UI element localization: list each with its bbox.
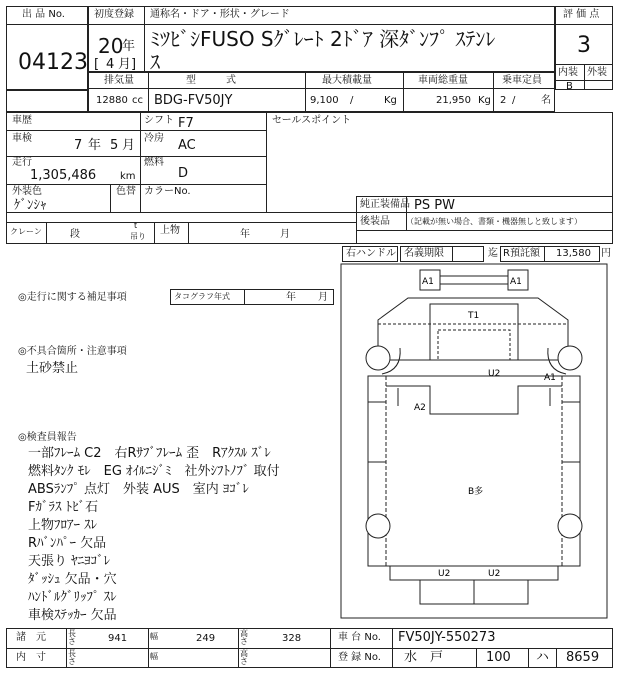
gross-label: 車両総重量 — [418, 75, 468, 86]
report-line: ABSﾗﾝﾌﾟ 点灯 外装 AUS 室内 ﾖｺﾞﾚ — [28, 482, 249, 497]
front-right-wheel — [558, 346, 582, 370]
month-value: 4 — [106, 57, 115, 72]
load-slash: / — [350, 95, 354, 106]
lot-label: 出 品 No. — [22, 9, 65, 20]
mark-u2-rear-right: U2 — [488, 569, 501, 579]
disp-label: 排気量 — [104, 75, 134, 86]
cab-outline — [378, 298, 568, 360]
disp-value: 12880 — [96, 95, 128, 106]
joubutsu-label: 上物 — [160, 225, 180, 236]
sales-point-label: セールスポイント — [272, 115, 352, 126]
r-odo-label: R預託額 — [503, 248, 540, 259]
chassis-value: FV50JY-550273 — [398, 630, 496, 645]
mark-a1-right-mirror: A1 — [510, 277, 522, 287]
reg-place: 水 戸 — [404, 650, 444, 665]
interior-label: 内装 — [558, 67, 578, 78]
name-label: 通称名・ドア・形状・グレード — [150, 9, 290, 20]
report-line: 天張り ﾔﾆﾖｺﾞﾚ — [28, 554, 111, 569]
equip-label: 純正装備品 — [360, 199, 410, 210]
report-line: 燃料ﾀﾝｸ ﾓﾚ EG ｵｲﾙﾆｼﾞﾐ 社外ｼﾌﾄﾉﾌﾞ 取付 — [28, 464, 280, 479]
report-line: ﾀﾞｯｼｭ 欠品・穴 — [28, 572, 117, 587]
chassis-label: 車 台 No. — [338, 632, 381, 643]
history-label: 車歴 — [12, 115, 32, 126]
steering: 右ハンドル — [346, 248, 396, 259]
accessory-note: （記載が無い場合、書類・機器無しと致します） — [406, 217, 582, 226]
rear-right-wheel — [558, 514, 582, 538]
fuel-value: D — [178, 166, 189, 181]
tacho-year-label: タコグラフ年式 — [174, 292, 230, 301]
mileage-value: 1,305,486 — [30, 168, 97, 183]
cap-value: 2 — [500, 95, 507, 106]
inspector-title: ◎検査員報告 — [18, 432, 77, 443]
in-len-label: 長さ — [68, 649, 76, 666]
grade-label: 評 価 点 — [563, 9, 600, 20]
reg-number: 8659 — [566, 650, 600, 665]
crane-dan: 段 — [70, 229, 80, 240]
report-line: Rﾊﾞﾝﾊﾟｰ 欠品 — [28, 536, 107, 551]
report-line: 車検ｽﾃｯｶｰ 欠品 — [28, 608, 117, 623]
report-line: ﾊﾝﾄﾞﾙｸﾞﾘｯﾌﾟ ｽﾚ — [28, 590, 117, 605]
spec-label: 諸 元 — [16, 632, 46, 643]
cap-unit: 名 — [541, 95, 551, 106]
mileage-unit: km — [120, 171, 136, 182]
mark-t1-windshield: T1 — [468, 311, 480, 321]
crane-tsuri: 吊り — [130, 232, 146, 241]
reg-label: 登 録 No. — [338, 652, 381, 663]
grade-value: 3 — [577, 33, 591, 58]
mark-u2-cab: U2 — [488, 369, 501, 379]
len-label: 長さ — [68, 629, 76, 646]
len-value: 941 — [108, 633, 128, 644]
tacho-month: 月 — [318, 292, 328, 303]
crane-t: t — [134, 221, 138, 230]
front-left-wheel — [366, 346, 390, 370]
tacho-label: 迄 — [488, 248, 498, 259]
lot-number: 04123 — [18, 50, 88, 75]
mark-a2-bed: A2 — [414, 403, 426, 413]
interior-grade: B — [566, 81, 573, 92]
model-value: BDG-FV50JY — [154, 93, 233, 108]
rear-bumper — [390, 566, 558, 580]
running-title: ◎走行に関する補足事項 — [18, 292, 127, 303]
height-label: 高さ — [240, 629, 248, 646]
insp-month-unit: 月 — [122, 138, 136, 153]
r-odo-value: 13,580 — [556, 248, 591, 259]
year-value: 20 — [98, 34, 124, 58]
exterior-label: 外装 — [587, 67, 607, 78]
gross-unit: Kg — [478, 95, 491, 106]
defect-text: 土砂禁止 — [26, 361, 79, 376]
cap-label: 乗車定員 — [502, 75, 542, 86]
r-odo-unit: 円 — [601, 248, 611, 259]
month-open: [ — [94, 57, 100, 72]
insp-month: 5 — [110, 138, 119, 153]
model-label: 型 式 — [186, 75, 236, 86]
bed-outline — [368, 376, 580, 566]
mark-b-many-bed: B多 — [468, 487, 484, 497]
load-label: 最大積載量 — [322, 75, 372, 86]
year-unit: 年 — [122, 39, 136, 54]
ext-color-label: 外装色 — [12, 186, 42, 197]
in-width-label: 幅 — [150, 652, 158, 661]
shift-value: F7 — [178, 116, 194, 131]
equip-value: PS PW — [414, 198, 455, 213]
car-name-line2: ｽ — [150, 50, 160, 74]
insp-year: 7 — [74, 138, 83, 153]
inner-label: 内 寸 — [16, 652, 46, 663]
mark-u2-rear-left: U2 — [438, 569, 451, 579]
rear-left-wheel — [366, 514, 390, 538]
tacho-year: 年 — [286, 292, 296, 303]
joubutsu-month: 月 — [280, 229, 290, 240]
ac-value: AC — [178, 138, 196, 153]
insp-year-unit: 年 — [88, 138, 102, 153]
month-unit: 月] — [118, 57, 137, 72]
report-line: Fｶﾞﾗｽ ﾄﾋﾞ石 — [28, 500, 99, 515]
ext-color-value: ｹﾞﾝｼｬ — [14, 198, 47, 213]
load-value: 9,100 — [310, 95, 339, 106]
cap-slash: / — [512, 95, 516, 106]
mark-a1-right-door: A1 — [544, 373, 556, 383]
mark-a1-left-mirror: A1 — [422, 277, 434, 287]
height-value: 328 — [282, 633, 302, 644]
fuel-label: 燃料 — [144, 157, 164, 168]
joubutsu-year: 年 — [240, 229, 250, 240]
name-change-label: 名義期限 — [404, 248, 444, 259]
disp-unit: cc — [132, 95, 143, 106]
truck-condition-diagram — [338, 262, 610, 622]
width-value: 249 — [196, 633, 216, 644]
reg-kana: ハ — [536, 650, 550, 665]
car-name-line1: ﾐﾂﾋﾞｼFUSO Sｸﾞﾚｰﾄ 2ﾄﾞｱ 深ﾀﾞﾝﾌﾟ ｽﾃﾝﾚ — [150, 27, 496, 51]
color-no-label: 色替 — [116, 186, 136, 197]
year-label: 初度登録 — [94, 9, 134, 20]
shift-label: シフト — [144, 115, 174, 126]
reg-class: 100 — [486, 650, 511, 665]
defect-title: ◎不具合箇所・注意事項 — [18, 346, 127, 357]
mileage-label: 走行 — [12, 157, 32, 168]
inspection-label: 車検 — [12, 133, 32, 144]
accessory-label: 後装品 — [360, 216, 390, 227]
color-label: カラーNo. — [144, 186, 191, 197]
load-unit: Kg — [384, 95, 397, 106]
crane-label: クレーン — [10, 227, 42, 236]
report-line: 一部ﾌﾚｰﾑ C2 右Rｻﾌﾞﾌﾚｰﾑ 歪 Rｱｸｽﾙ ｽﾞﾚ — [28, 446, 271, 461]
ac-label: 冷房 — [144, 133, 164, 144]
width-label: 幅 — [150, 632, 158, 641]
in-height-label: 高さ — [240, 649, 248, 666]
gross-value: 21,950 — [436, 95, 471, 106]
report-line: 上物ﾌﾛｱｰ ｽﾚ — [28, 518, 98, 533]
